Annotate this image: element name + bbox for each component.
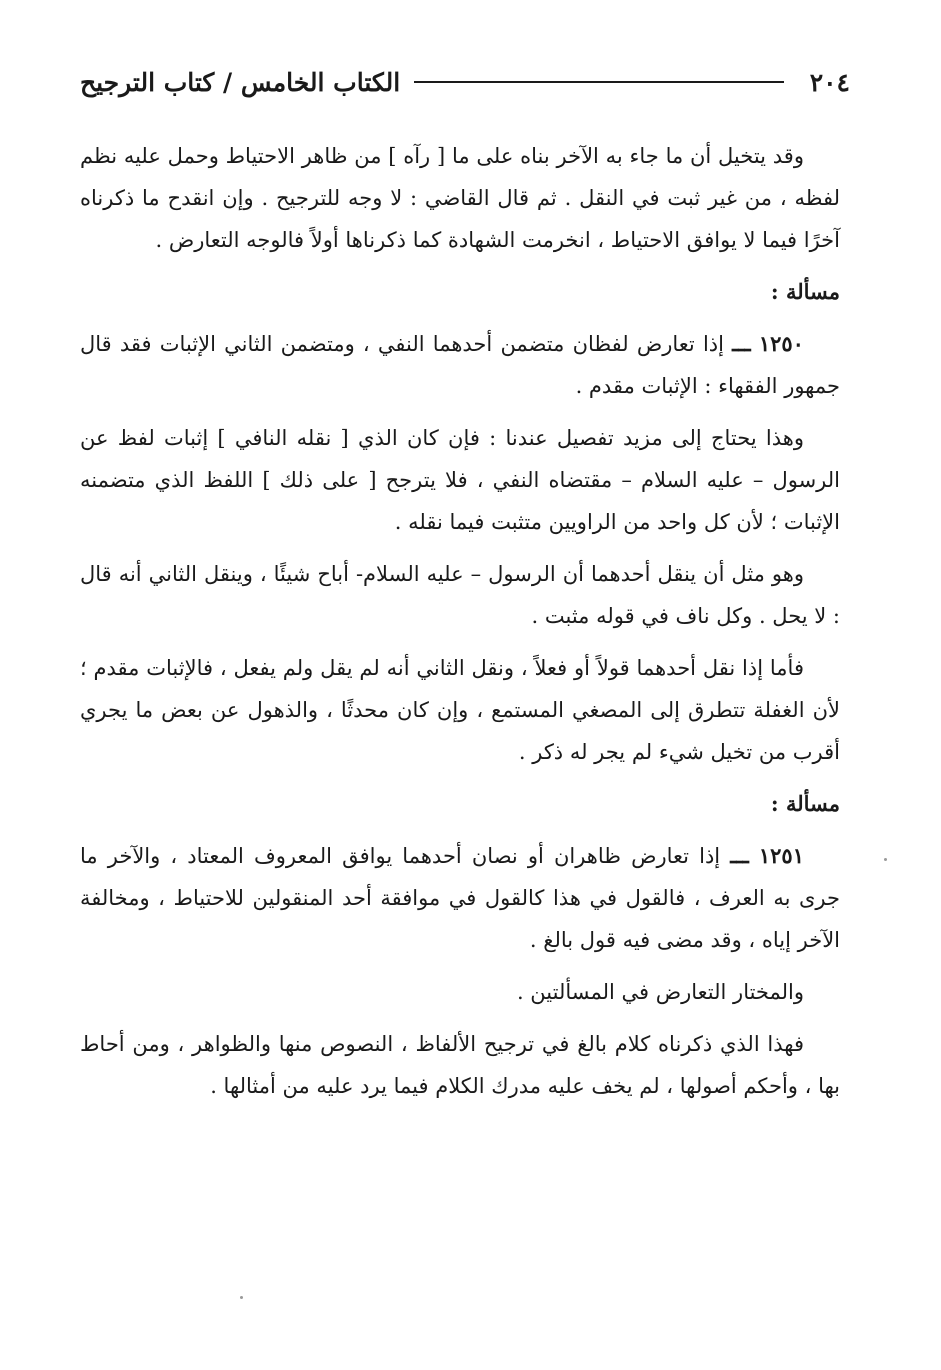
numbered-paragraph bbox=[80, 323, 840, 407]
paragraph: فأما إذا نقل أحدهما قولاً أو فعلاً ، ونقل الثاني أنه لم يقل ولم يفعل ، فالإثبات مقدم ؛ لأن الغفلة تتطرق إلى المصغي المستمع ، وإن كان محدثًا ، والذهول عن بعض ما يجري أقرب من تخيل شيء لم يجر له ذكر . bbox=[80, 656, 840, 764]
paragraph: وقد يتخيل أن ما جاء به الآخر بناه على ما [ رآه ] من ظاهر الاحتياط وحمل عليه نظم لفظه ، من غير ثبت في النقل . ثم قال القاضي : لا وجه للترجيح . وإن انقدح ما ذكرناه آخرًا فيما لا يوافق الاحتياط ، انخرمت الشهادة كما ذكرناها أولاً فالوجه التعارض . bbox=[80, 144, 840, 252]
scan-speck bbox=[240, 1296, 243, 1299]
issue-number: ١٢٥٠ bbox=[758, 331, 804, 356]
issue-dash: ـــ bbox=[730, 843, 749, 868]
scan-speck bbox=[884, 858, 887, 861]
paragraph: وهو مثل أن ينقل أحدهما أن الرسول – عليه السلام- أباح شيئًا ، وينقل الثاني أنه قال : لا يحل . وكل ناف في قوله مثبت . bbox=[80, 562, 840, 628]
issue-dash: ـــ bbox=[732, 331, 751, 356]
numbered-paragraph bbox=[80, 835, 840, 961]
paragraph: وهذا يحتاج إلى مزيد تفصيل عندنا : فإن كان الذي [ نقله النافي ] إثبات لفظ عن الرسول – عليه السلام – مقتضاه النفي ، فلا يترجح [ على ذلك ] اللفظ الذي متضمنه الإثبات ؛ لأن كل واحد من الراويين متثبت فيما نقله . bbox=[80, 426, 840, 534]
page-header bbox=[80, 62, 850, 102]
issue-number: ١٢٥١ bbox=[758, 843, 804, 868]
page-number: ٢٠٤ bbox=[809, 67, 850, 97]
section-heading: مسألة : bbox=[770, 279, 840, 304]
paragraph: فهذا الذي ذكرناه كلام بالغ في ترجيح الألفاظ ، النصوص منها والظواهر ، ومن أحاط بها ، وأحكم أصولها ، لم يخف عليه مدرك الكلام فيما يرد عليه من أمثالها . bbox=[80, 1032, 840, 1098]
paragraph: والمختار التعارض في المسألتين . bbox=[516, 980, 804, 1004]
running-title: الكتاب الخامس / كتاب الترجيح bbox=[80, 67, 401, 97]
paragraph-text: إذا تعارض ظاهران أو نصان أحدهما يوافق المعروف المعتاد ، والآخر ما جرى به العرف ، فالقول في هذا كالقول في موافقة أحد المنقولين للاحتياط ، ومخالفة الآخر إياه ، وقد مضى فيه قول بالغ . bbox=[80, 844, 840, 952]
page-body bbox=[80, 135, 840, 1117]
section-heading: مسألة : bbox=[770, 791, 840, 816]
header-rule bbox=[414, 81, 783, 83]
paragraph-text: إذا تعارض لفظان متضمن أحدهما النفي ، ومتضمن الثاني الإثبات فقد قال جمهور الفقهاء : الإثبات مقدم . bbox=[80, 332, 840, 398]
